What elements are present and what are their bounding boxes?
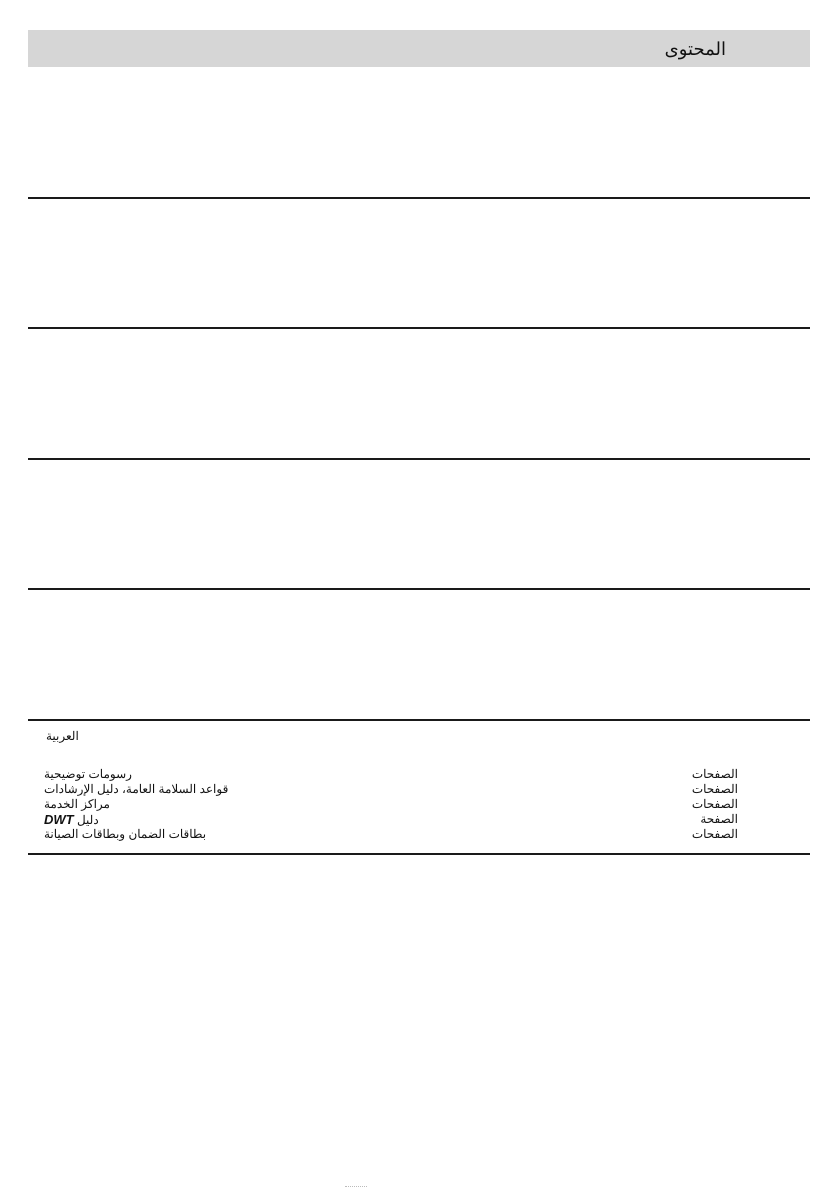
section-divider [28,719,810,721]
section-divider [28,588,810,590]
toc-row[interactable] [44,767,738,782]
toc-entry-title: مراكز الخدمة [44,797,110,811]
section-divider [28,458,810,460]
toc-entry-pages: الصفحات [691,797,738,811]
section-divider [28,197,810,199]
toc-entry-title [44,812,99,828]
page-title: المحتوى [664,39,726,59]
toc-row[interactable] [44,797,738,812]
brand-name: DWT [44,812,74,827]
header-bar [28,30,810,67]
language-label: العربية [46,729,79,743]
toc-entry-title: قواعد السلامة العامة، دليل الإرشادات [44,782,229,796]
toc-entry-pages: الصفحات [691,767,738,781]
page-edge-mark [345,1186,367,1187]
toc-entry-title-prefix: دليل [76,813,99,827]
toc-entry-pages: الصفحة [700,812,738,826]
toc-row[interactable] [44,812,738,827]
toc-entry-pages: الصفحات [691,782,738,796]
toc-entry-title: بطاقات الضمان وبطاقات الصيانة [44,827,207,841]
toc-entry-pages: الصفحات [691,827,738,841]
toc-bottom-rule [28,853,810,855]
toc-list [44,767,738,842]
toc-entry-title: رسومات توضيحية [44,767,132,781]
section-divider [28,327,810,329]
toc-row[interactable] [44,782,738,797]
toc-row[interactable] [44,827,738,842]
